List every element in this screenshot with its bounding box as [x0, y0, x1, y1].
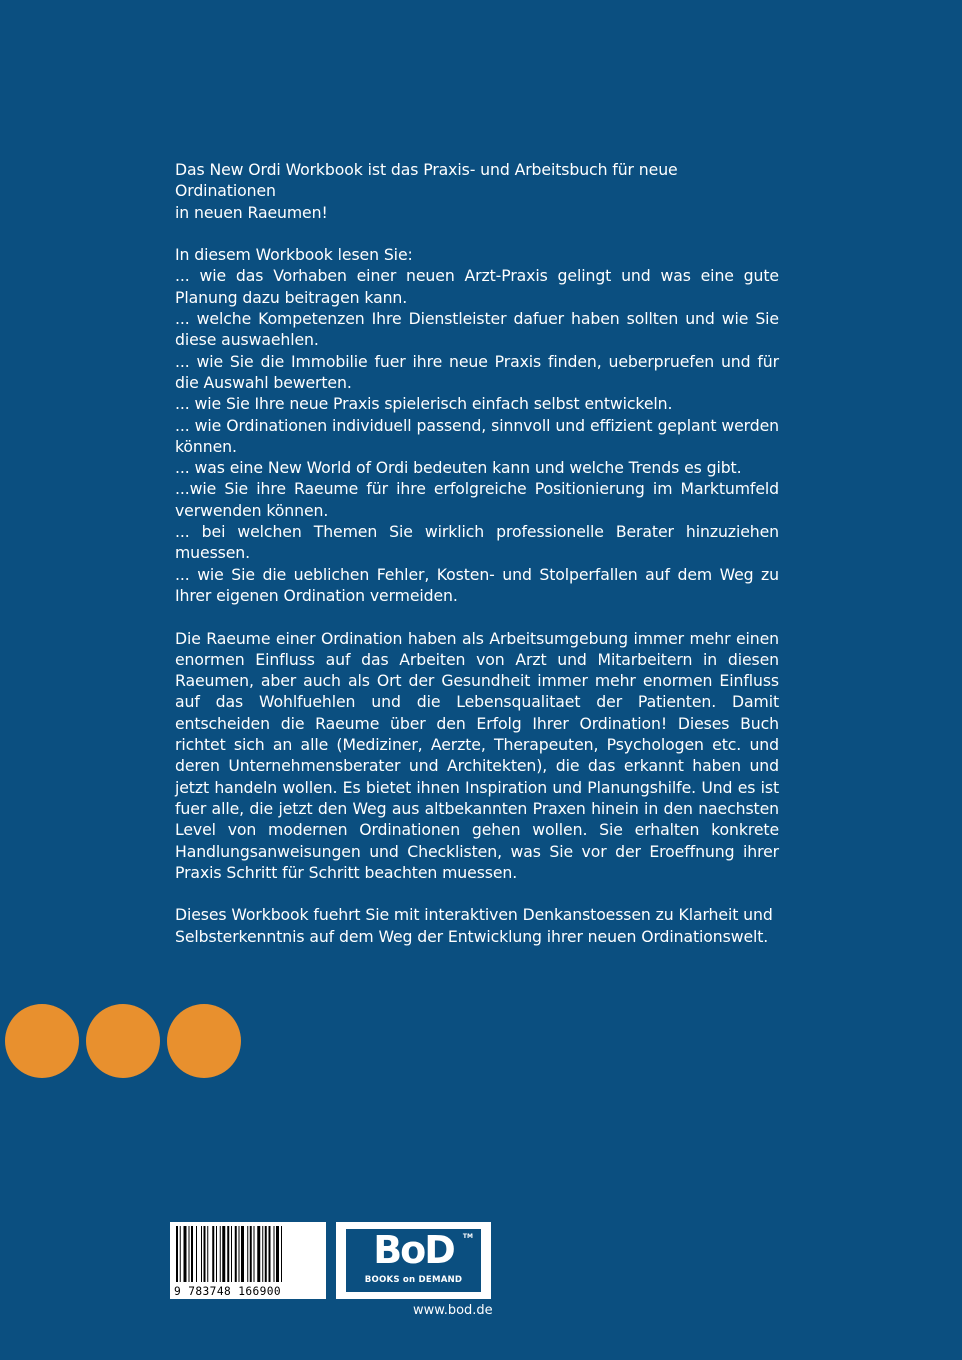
barcode-bar [180, 1226, 181, 1282]
barcode-bar [250, 1226, 252, 1282]
list-item: ... bei welchen Themen Sie wirklich professionelle Berater hinzuziehen muessen. [175, 522, 779, 563]
intro-line-1: Das New Ordi Workbook ist das Praxis- und Arbeitsbuch für neue Ordinationen [175, 160, 678, 201]
list-item: ... welche Kompetenzen Ihre Dienstleister dafuer haben sollten und wie Sie diese auswaehlen. [175, 309, 779, 350]
list-item: ... wie Sie die ueblichen Fehler, Kosten- und Stolperfallen auf dem Weg zu Ihrer eigenen Ordination vermeiden. [175, 564, 779, 605]
list-item: ... was eine New World of Ordi bedeuten kann und welche Trends es gibt. [175, 458, 742, 478]
barcode-bar [220, 1226, 221, 1282]
barcode-bar [262, 1226, 263, 1282]
barcode-bar [204, 1226, 206, 1282]
barcode-bar [257, 1226, 260, 1282]
barcode-bar [201, 1226, 202, 1282]
list-item: ...wie Sie ihre Raeume für ihre erfolgreiche Positionierung im Marktumfeld verwenden können. [175, 479, 779, 520]
description-paragraph: Die Raeume einer Ordination haben als Arbeitsumgebung immer mehr einen enormen Einfluss auf das Arbeiten von Arzt und Mitarbeitern in diesen Raeumen, aber auch als Ort der Gesundheit immer mehr enormen Einfluss auf das Wohlfuehlen und die Lebensqualitaet der Patienten. Damit entscheiden die Raeume über den Erfolg Ihrer Ordination! Dieses Buch richtet sich an alle (Mediziner, Aerzte, Therapeuten, Psychologen etc. und deren Unternehmensberater und Architekten), die das erkannt haben und jetzt handeln wollen. Es bietet ihnen Inspiration und Planungshilfe. Und es ist fuer alle, die jetzt den Weg aus altbekannten Praxen hinein in den naechsten Level von modernen Ordinationen gehen wollen. Sie erhalten konkrete Handlungsanweisungen und Checklisten, was Sie vor der Eroeffnung ihrer Praxis Schritt für Schritt beachten muessen. [175, 628, 779, 882]
barcode-bar [191, 1226, 193, 1282]
barcode-bar [239, 1226, 240, 1282]
orange-dot [167, 1004, 241, 1078]
publisher-url: www.bod.de [413, 1303, 493, 1318]
barcode [170, 1222, 326, 1299]
barcode-bar [247, 1226, 248, 1282]
intro-line-2: in neuen Raeumen! [175, 202, 328, 222]
list-item: ... wie das Vorhaben einer neuen Arzt-Praxis gelingt und was eine gute Planung dazu beitragen kann. [175, 266, 779, 307]
barcode-bar [254, 1226, 255, 1282]
barcode-bar [276, 1226, 279, 1282]
barcode-bar [265, 1226, 267, 1282]
barcode-bar [269, 1226, 271, 1282]
list-item: ... wie Sie die Immobilie fuer ihre neue Praxis finden, ueberpruefen und für die Auswahl bewerten. [175, 351, 779, 392]
barcode-bar [281, 1226, 282, 1282]
barcode-bar [231, 1226, 232, 1282]
barcode-bar [216, 1226, 217, 1282]
barcode-bar [184, 1226, 187, 1282]
trademark-mark: TM [462, 1233, 473, 1240]
barcode-bar [196, 1226, 197, 1282]
list-item: ... wie Sie Ihre neue Praxis spielerisch einfach selbst entwickeln. [175, 394, 673, 414]
barcode-bar [176, 1226, 178, 1282]
barcode-bar [274, 1226, 275, 1282]
list-heading: In diesem Workbook lesen Sie: [175, 245, 413, 265]
barcode-bar [189, 1226, 190, 1282]
isbn-number: 9 783748 166900 [174, 1285, 282, 1298]
barcode-bar [222, 1226, 225, 1282]
list-item: ... wie Ordinationen individuell passend, sinnvoll und effizient geplant werden können. [175, 415, 779, 456]
bod-tagline: BOOKS on DEMAND [364, 1275, 463, 1285]
orange-dot [86, 1004, 160, 1078]
orange-dot [5, 1004, 79, 1078]
barcode-bar [212, 1226, 214, 1282]
publisher-logo [336, 1222, 491, 1299]
barcode-bar [235, 1226, 237, 1282]
barcode-bar [207, 1226, 208, 1282]
bod-logo-panel [346, 1229, 481, 1292]
back-cover-text [175, 159, 779, 947]
bod-wordmark: BoD [373, 1228, 454, 1272]
barcode-bars [176, 1226, 320, 1282]
closing-paragraph: Dieses Workbook fuehrt Sie mit interaktiven Denkanstoessen zu Klarheit und Selbsterkenntnis auf dem Weg der Entwicklung ihrer neuen Ordinationswelt. [175, 905, 773, 946]
barcode-bar [227, 1226, 229, 1282]
barcode-bar [241, 1226, 244, 1282]
